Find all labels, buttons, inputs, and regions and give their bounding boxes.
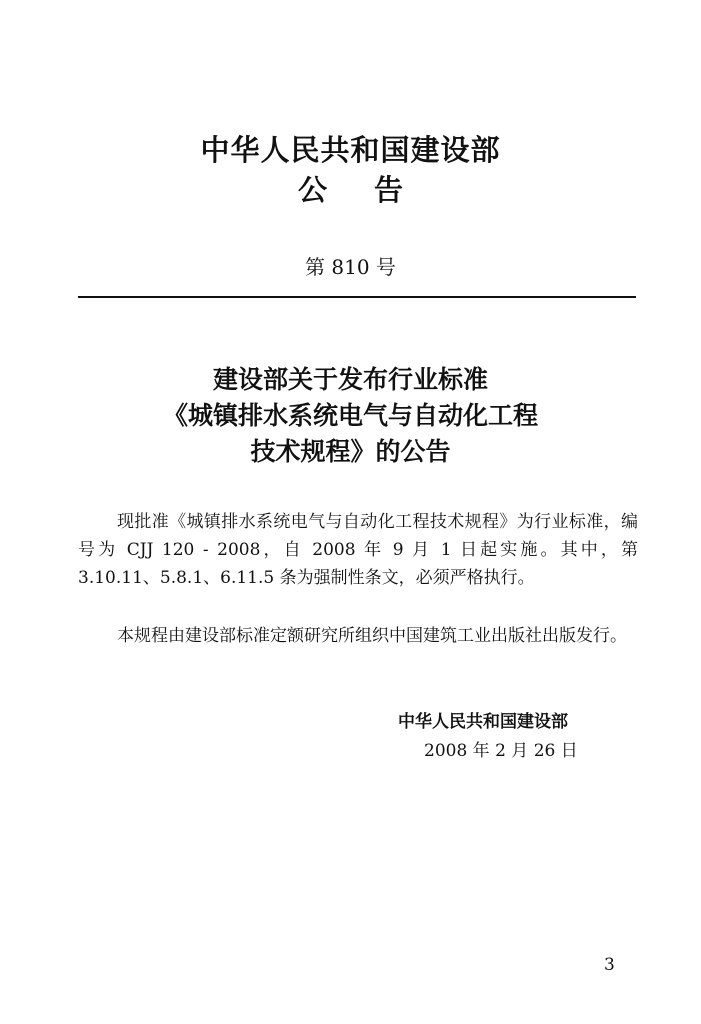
header-divider	[78, 296, 636, 298]
headline-line-1: 建设部关于发布行业标准	[212, 365, 488, 394]
headline-line-2: 《城镇排水系统电气与自动化工程	[162, 401, 538, 430]
issuer-heading: 中华人民共和国建设部	[200, 133, 501, 167]
headline-line-3: 技术规程》的公告	[250, 437, 451, 466]
signature-date: 2008 年 2 月 26 日	[424, 741, 578, 761]
page-number: 3	[604, 955, 615, 975]
announcement-title-right: 告	[374, 173, 404, 207]
body-paragraph-2: 本规程由建设部标准定额研究所组织中国建筑工业出版社出版发行。	[117, 626, 627, 646]
signature-organization: 中华人民共和国建设部	[398, 712, 568, 732]
body-paragraph-1: 现批准《城镇排水系统电气与自动化工程技术规程》为行业标准，编号为 CJJ 120 - 2008，自 2008 年 9 月 1 日起实施。其中，第 3.10.11、5.8.1、6.11.5 条为强制性条文，必须严格执行。	[78, 512, 638, 588]
announcement-number: 第 810 号	[305, 255, 396, 279]
announcement-title-left: 公	[298, 173, 328, 207]
